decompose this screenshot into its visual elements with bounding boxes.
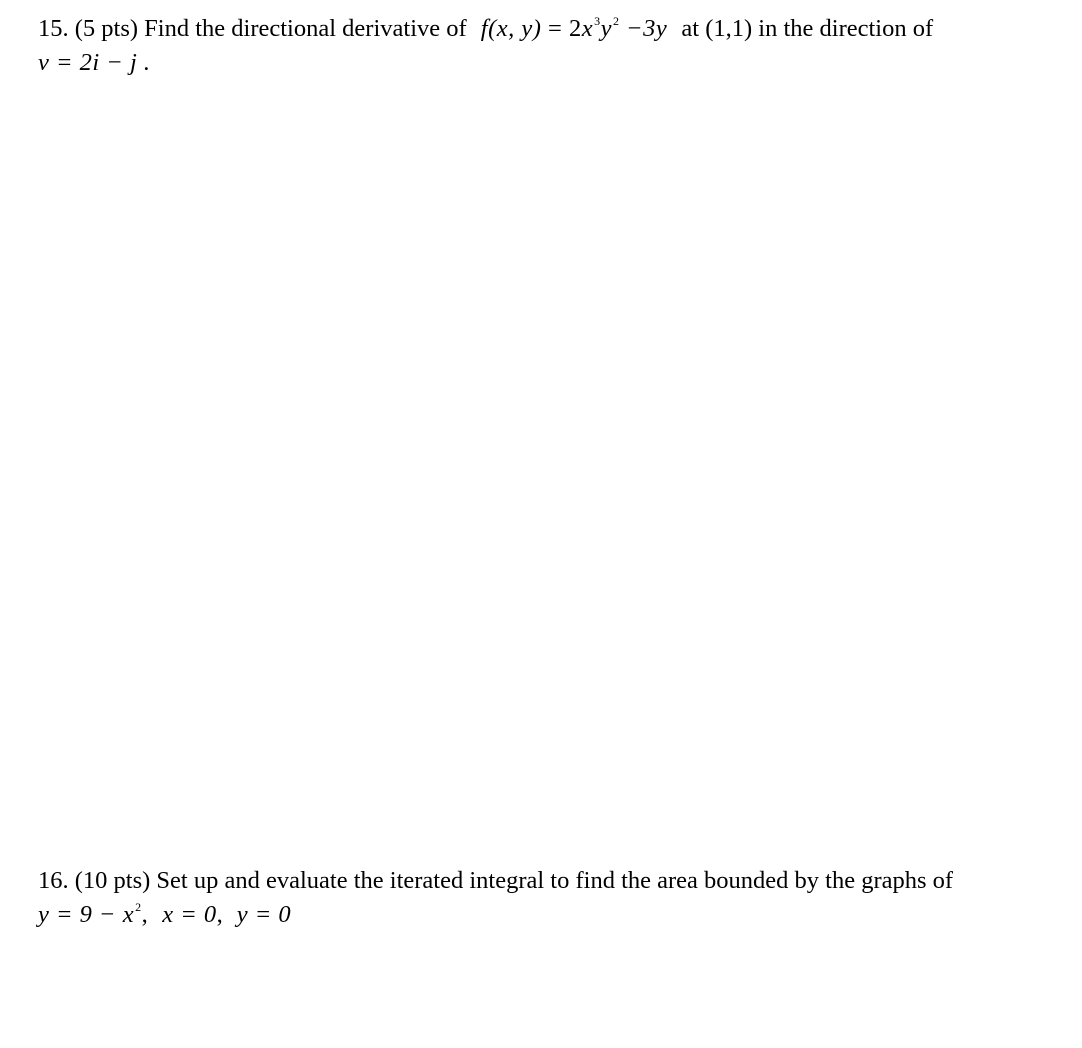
problem-15-number: 15. xyxy=(38,15,69,42)
curve-y-zero: y = 0 xyxy=(236,901,292,928)
problem-16-number: 16. xyxy=(38,867,69,894)
problem-15-vector-line xyxy=(38,46,1058,80)
problem-16-curves-line xyxy=(38,898,1058,932)
problem-15-text-middle: at (1,1) in the direction of xyxy=(681,15,934,42)
comma-2: , xyxy=(216,901,223,928)
problem-16 xyxy=(38,864,1058,932)
equals-sign: = xyxy=(541,15,569,42)
problem-15 xyxy=(38,12,1058,80)
curve-parabola xyxy=(38,901,148,928)
parabola-exponent: 2 xyxy=(135,900,142,914)
problem-15-statement xyxy=(38,12,1058,46)
problem-16-text: Set up and evaluate the iterated integral to find the area bounded by the graphs of xyxy=(156,867,954,894)
function-tail: −3y xyxy=(619,15,668,42)
problem-16-statement xyxy=(38,864,1058,898)
curve-x-zero: x = 0 xyxy=(162,901,217,928)
direction-vector: v = 2i − j . xyxy=(38,49,151,76)
parabola-expression: y = 9 − x xyxy=(38,901,135,928)
y-exponent: 2 xyxy=(612,14,620,28)
problem-15-text: Find the directional derivative of xyxy=(144,15,467,42)
function-expression xyxy=(481,15,668,42)
variable-x: x xyxy=(581,15,594,42)
coefficient: 2 xyxy=(568,15,582,42)
problem-15-points: (5 pts) xyxy=(74,15,139,42)
function-lhs: f(x, y) xyxy=(480,15,542,42)
x-exponent: 3 xyxy=(594,14,601,28)
comma-1: , xyxy=(141,901,149,928)
problem-16-points: (10 pts) xyxy=(74,867,151,894)
variable-y: y xyxy=(600,15,612,42)
